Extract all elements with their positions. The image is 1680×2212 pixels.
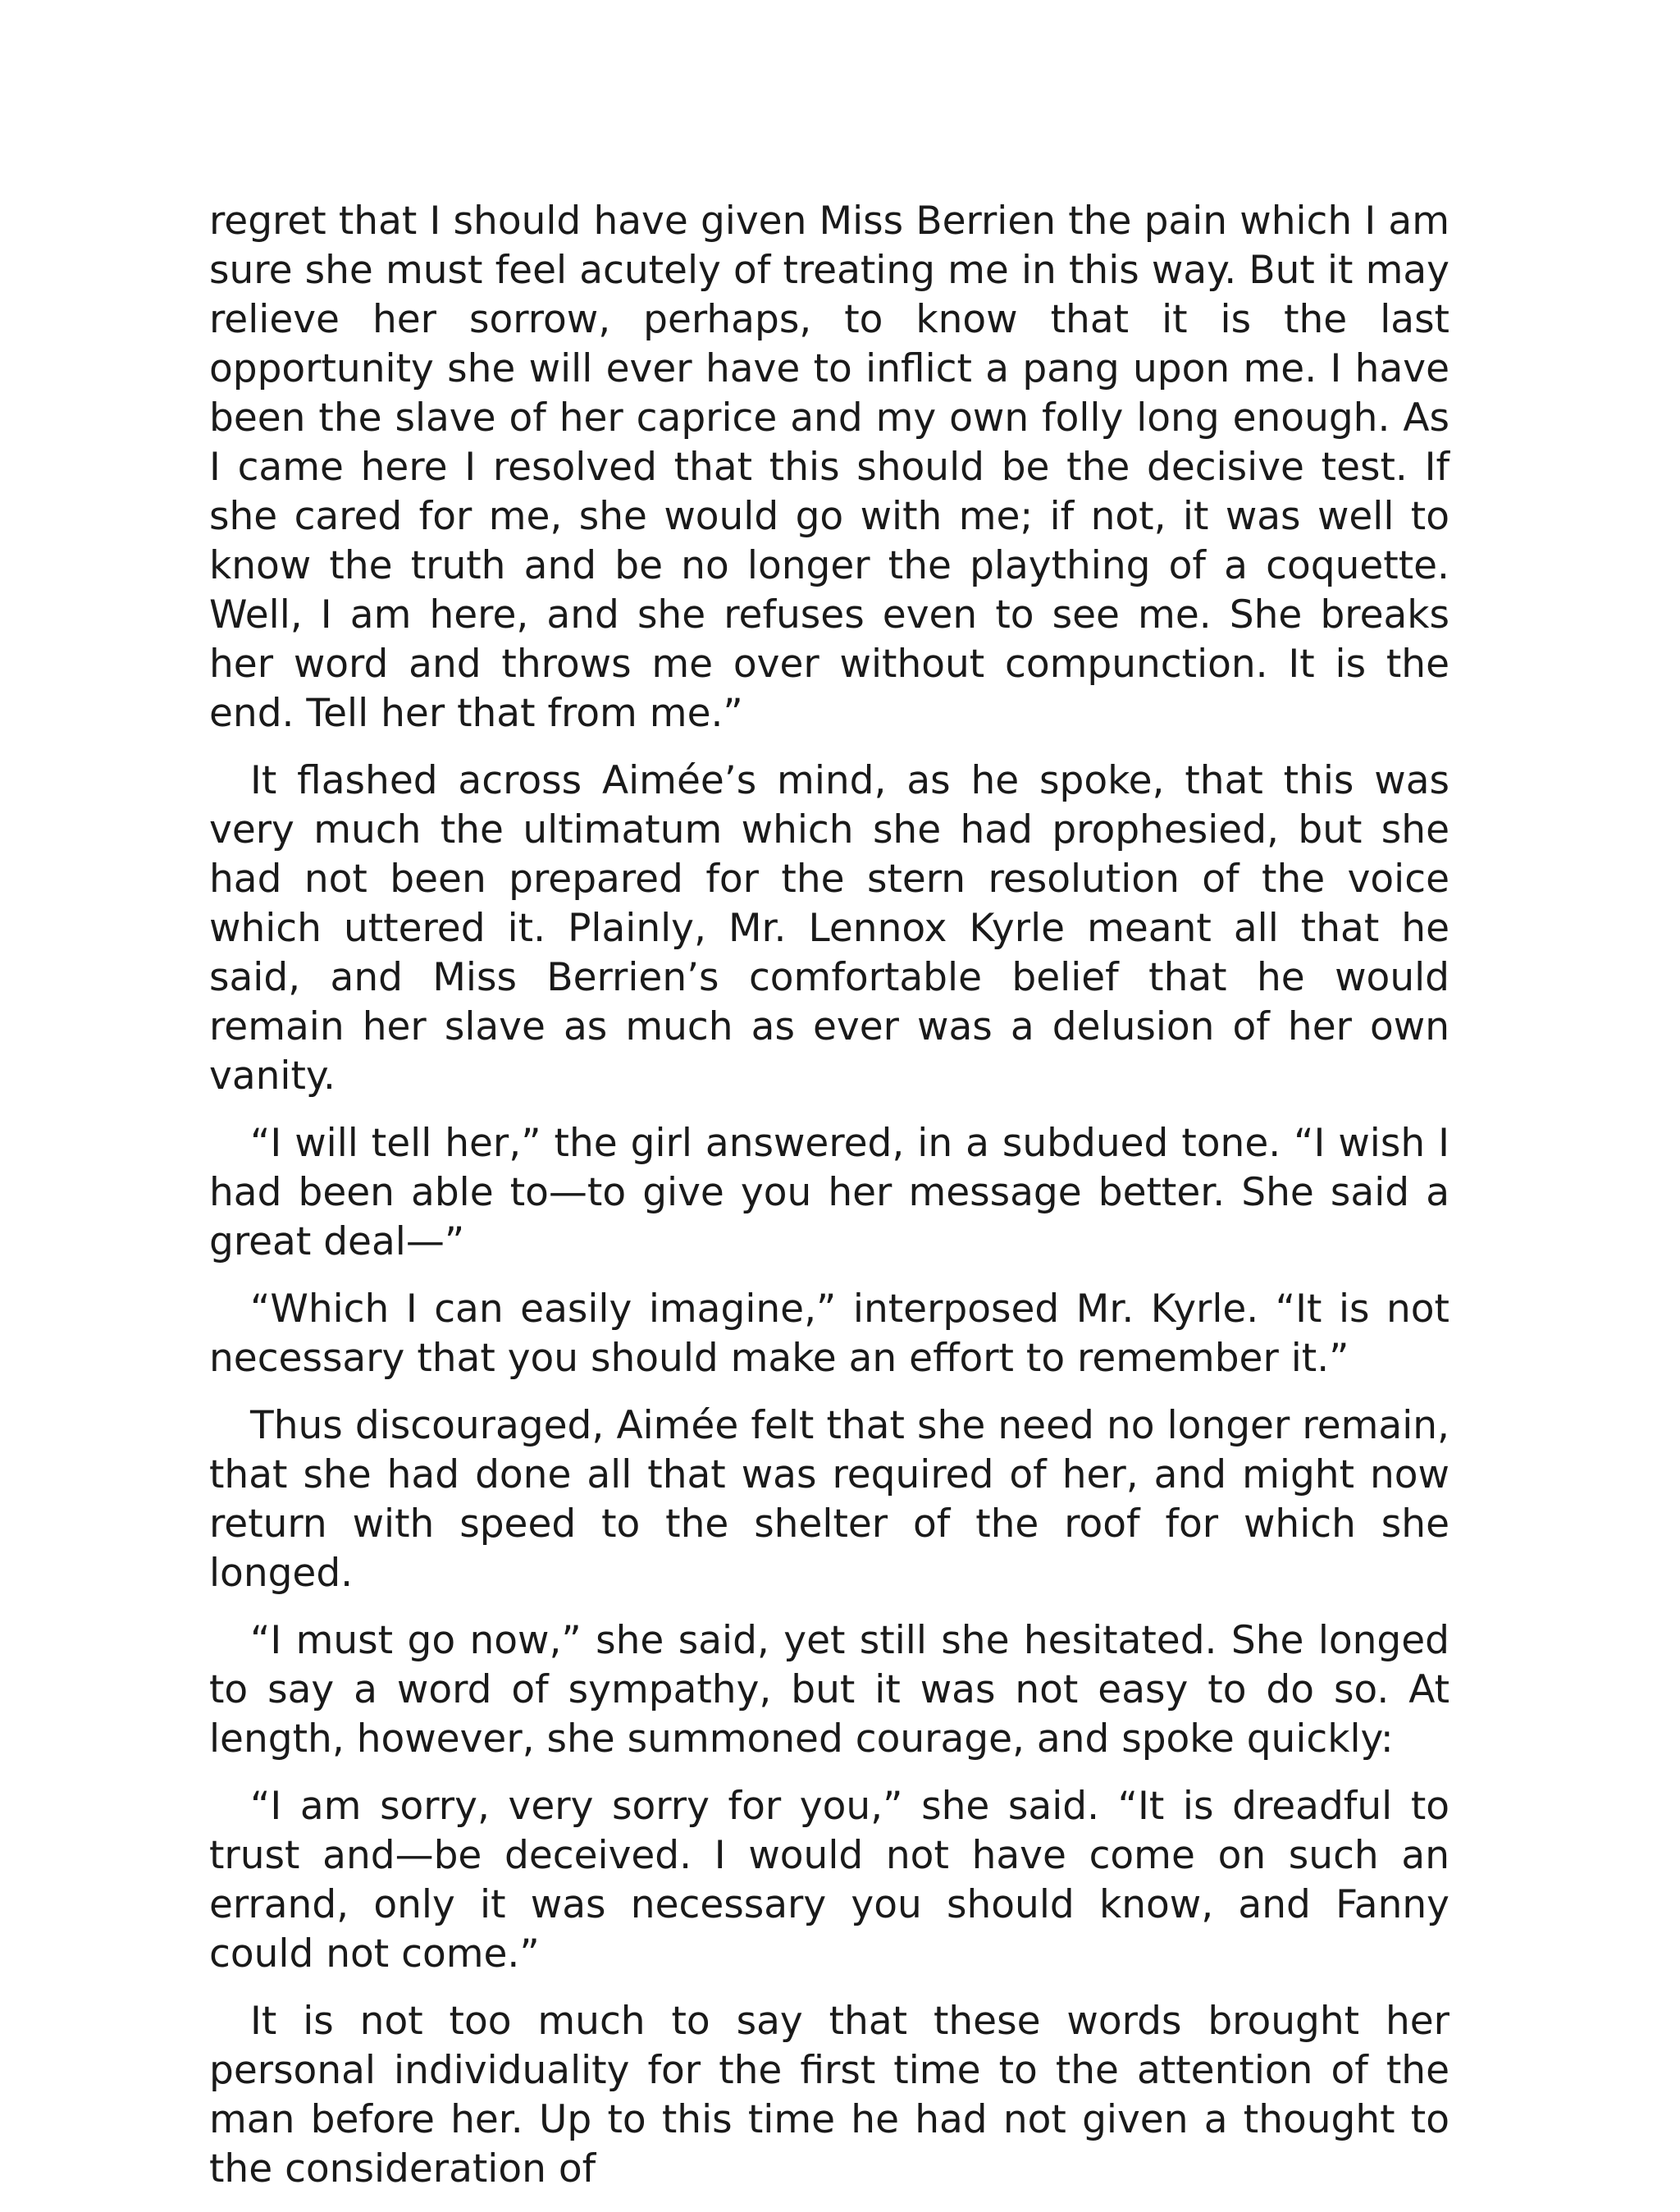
paragraph-i-must-go: “I must go now,” she said, yet still she hesitated. She longed to say a word of sympathy, but it was not easy to do so. At length, however, she summoned courage, and spoke quickly: [209,1618,1449,1762]
book-page [209,197,1449,2212]
paragraph-continuation: regret that I should have given Miss Berrien the pain which I am sure she must feel acutely of treating me in this way. But it may relieve her sorrow, perhaps, to know that it is the last opportunity she will ever have to inflict a pang upon me. I have been the slave of her caprice and my own folly long enough. As I came here I resolved that this should be the decisive test. If she cared for me, she would go with me; if not, it was well to know the truth and be no longer the plaything of a coquette. Well, I am here, and she refuses even to see me. She breaks her word and throws me over without compunction. It is the end. Tell her that from me.” [209,199,1449,736]
paragraph-not-too-much: It is not too much to say that these words brought her personal individuality for the first time to the attention of the man before her. Up to this time he had not given a thought to the consideration of [209,1999,1449,2191]
paragraph-i-am-sorry: “I am sorry, very sorry for you,” she said. “It is dreadful to trust and—be deceived. I would not have come on such an errand, only it was necessary you should know, and Fanny could not come.” [209,1784,1449,1977]
paragraph-aimee-reflection: It flashed across Aimée’s mind, as he spoke, that this was very much the ultimatum which she had prophesied, but she had not been prepared for the stern resolution of the voice which uttered it. Plainly, Mr. Lennox Kyrle meant all that he said, and Miss Berrien’s comfortable belief that he would remain her slave as much as ever was a delusion of her own vanity. [209,758,1449,1099]
paragraph-kyrle-reply: “Which I can easily imagine,” interposed Mr. Kyrle. “It is not necessary that you should make an effort to remember it.” [209,1287,1449,1381]
paragraph-i-will-tell-her: “I will tell her,” the girl answered, in a subdued tone. “I wish I had been able to—to give you her message better. She said a great deal—” [209,1121,1449,1264]
paragraph-thus-discouraged: Thus discouraged, Aimée felt that she need no longer remain, that she had done all that was required of her, and might now return with speed to the shelter of the roof for which she longed. [209,1403,1449,1596]
